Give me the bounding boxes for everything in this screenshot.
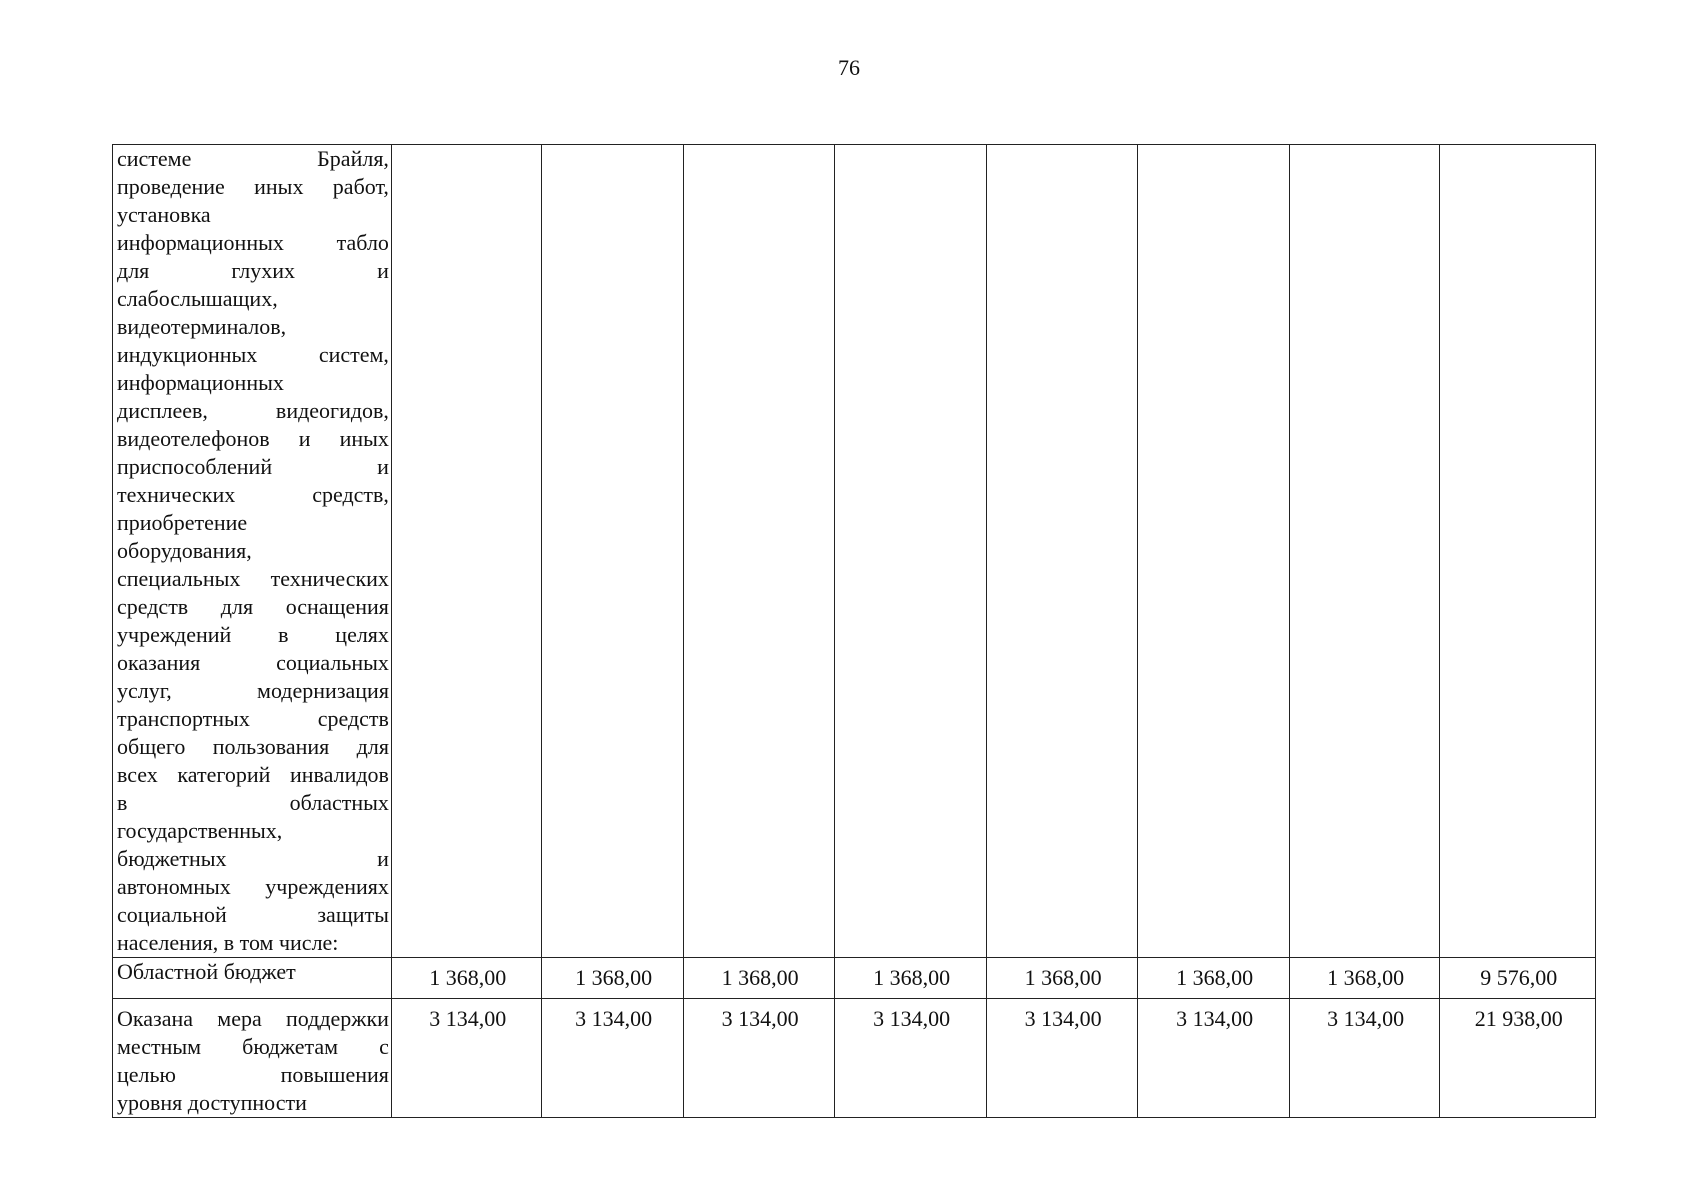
description-line: установка	[117, 202, 211, 227]
value-cell: 1 368,00	[542, 958, 683, 999]
value-cell: 1 368,00	[683, 958, 835, 999]
description-line: транспортных средств	[117, 706, 389, 731]
value-cell: 3 134,00	[986, 999, 1138, 1118]
description-line: учреждений в целях	[117, 622, 389, 647]
total-cell	[1440, 145, 1596, 958]
value-cell: 1 368,00	[835, 958, 987, 999]
description-line: государственных,	[117, 818, 283, 843]
value-cell: 1 368,00	[1138, 958, 1290, 999]
budget-table	[112, 144, 1596, 1118]
value-cell	[391, 145, 542, 958]
value-cell: 3 134,00	[542, 999, 683, 1118]
value-cell: 3 134,00	[1138, 999, 1290, 1118]
description-line: Оказана мера поддержки	[117, 1006, 389, 1031]
description-line: видеотелефонов и иных	[117, 426, 389, 451]
description-line: приобретение	[117, 510, 248, 535]
row-description	[113, 145, 392, 958]
description-line: системе Брайля,	[117, 146, 389, 171]
description-line: бюджетных и	[117, 846, 389, 871]
value-cell: 3 134,00	[1289, 999, 1440, 1118]
description-line: приспособлений и	[117, 454, 389, 479]
value-cell	[542, 145, 683, 958]
description-line: информационных табло	[117, 230, 389, 255]
description-line: дисплеев, видеогидов,	[117, 398, 389, 423]
row-description	[113, 999, 392, 1118]
description-line: уровня доступности	[117, 1090, 307, 1115]
description-line: средств для оснащения	[117, 594, 389, 619]
value-cell: 1 368,00	[986, 958, 1138, 999]
value-cell	[1138, 145, 1290, 958]
total-cell: 21 938,00	[1440, 999, 1596, 1118]
description-line: специальных технических	[117, 566, 389, 591]
description-line: местным бюджетам с	[117, 1034, 389, 1059]
value-cell: 1 368,00	[1289, 958, 1440, 999]
description-line: всех категорий инвалидов	[117, 762, 389, 787]
page-number: 76	[838, 55, 860, 80]
description-line: автономных учреждениях	[117, 874, 389, 899]
description-line: проведение иных работ,	[117, 174, 389, 199]
description-line: технических средств,	[117, 482, 389, 507]
description-line: Областной бюджет	[117, 959, 296, 984]
row-description	[113, 958, 392, 999]
value-cell	[683, 145, 835, 958]
total-cell: 9 576,00	[1440, 958, 1596, 999]
value-cell: 1 368,00	[391, 958, 542, 999]
value-cell	[1289, 145, 1440, 958]
description-line: услуг, модернизация	[117, 678, 389, 703]
description-line: целью повышения	[117, 1062, 389, 1087]
value-cell: 3 134,00	[835, 999, 987, 1118]
table-row	[113, 999, 1596, 1118]
description-line: оборудования,	[117, 538, 252, 563]
description-line: информационных	[117, 370, 284, 395]
description-line: социальной защиты	[117, 902, 389, 927]
description-line: индукционных систем,	[117, 342, 389, 367]
table-row	[113, 958, 1596, 999]
value-cell	[986, 145, 1138, 958]
description-line: слабослышащих,	[117, 286, 278, 311]
description-line: в областных	[117, 790, 389, 815]
description-line: для глухих и	[117, 258, 389, 283]
description-line: видеотерминалов,	[117, 314, 287, 339]
value-cell: 3 134,00	[391, 999, 542, 1118]
value-cell	[835, 145, 987, 958]
description-line: населения, в том числе:	[117, 930, 339, 955]
table-row	[113, 145, 1596, 958]
value-cell: 3 134,00	[683, 999, 835, 1118]
description-line: общего пользования для	[117, 734, 389, 759]
description-line: оказания социальных	[117, 650, 389, 675]
